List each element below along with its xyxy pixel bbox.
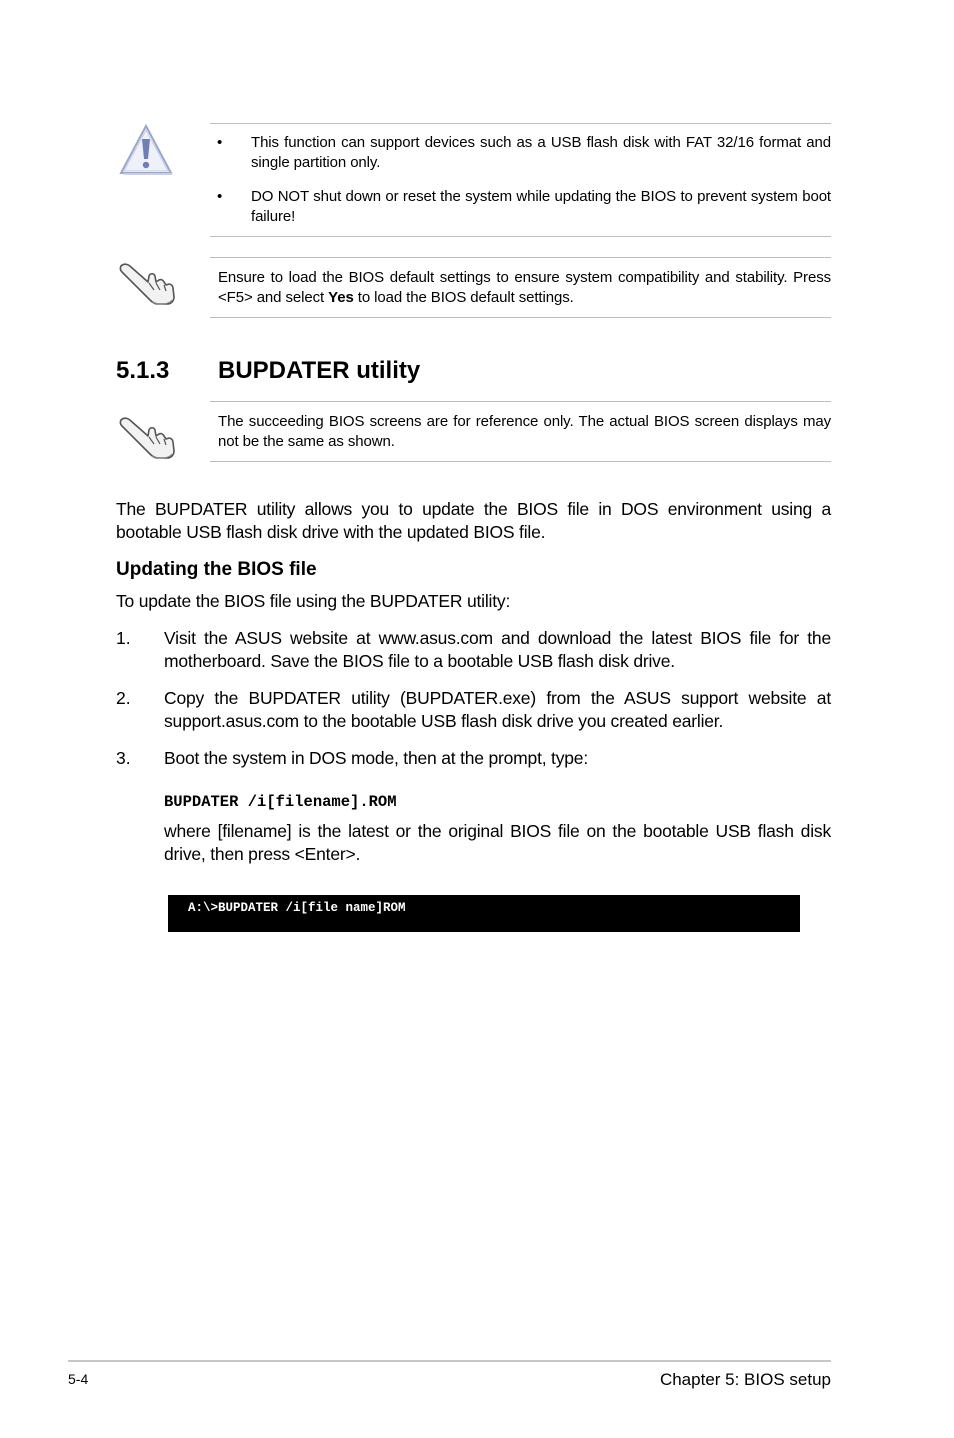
subheading: Updating the BIOS file — [116, 559, 317, 580]
command-text: BUPDATER /i[filename].ROM — [164, 793, 397, 811]
caution-triangle-icon — [118, 123, 174, 177]
caution-bullet-2: DO NOT shut down or reset the system while updating the BIOS to prevent system boot failure! — [251, 188, 831, 225]
intro-paragraph: The BUPDATER utility allows you to update the BIOS file in DOS environment using a bootable USB flash disk drive with the updated BIOS file. — [116, 499, 831, 542]
footer-rule — [68, 1360, 831, 1362]
dos-prompt-text: A:\>BUPDATER /i[file name]ROM — [188, 901, 406, 915]
note2-bottom-rule — [210, 461, 831, 462]
note2-top-rule — [210, 401, 831, 402]
step-text: Boot the system in DOS mode, then at the prompt, type: — [164, 748, 588, 768]
note1-bold-yes: Yes — [328, 289, 354, 306]
step-number: 1. — [116, 628, 131, 648]
note1-top-rule — [210, 257, 831, 258]
page-number: 5-4 — [68, 1371, 89, 1387]
lead-paragraph: To update the BIOS file using the BUPDATER utility: — [116, 591, 511, 611]
section-title: BUPDATER utility — [218, 357, 421, 384]
step-text: Visit the ASUS website at www.asus.com and download the latest BIOS file for the motherboard. Save the BIOS file to a bootable USB flash disk drive. — [164, 628, 831, 671]
bullet-marker: • — [217, 134, 223, 151]
caution-bottom-rule — [210, 236, 831, 237]
note-hand-icon — [118, 414, 178, 460]
step-number: 2. — [116, 688, 131, 708]
step-number: 3. — [116, 748, 131, 768]
caution-top-rule — [210, 123, 831, 124]
note1-text: Ensure to load the BIOS default settings to ensure system compatibility and stability. Press <F5> and select Yes to load the BIOS default settings. — [218, 269, 831, 306]
dos-screen — [168, 895, 800, 932]
note-hand-icon — [118, 260, 178, 306]
note1-bottom-rule — [210, 317, 831, 318]
step-text: Copy the BUPDATER utility (BUPDATER.exe) from the ASUS support website at support.asus.com to the bootable USB flash disk drive you created earlier. — [164, 688, 831, 731]
command-note: where [filename] is the latest or the original BIOS file on the bootable USB flash disk drive, then press <Enter>. — [164, 821, 831, 864]
chapter-label: Chapter 5: BIOS setup — [659, 1370, 831, 1389]
caution-bullet-1: This function can support devices such as a USB flash disk with FAT 32/16 format and single partition only. — [251, 134, 831, 171]
note2-text: The succeeding BIOS screens are for reference only. The actual BIOS screen displays may not be the same as shown. — [218, 413, 831, 450]
section-number: 5.1.3 — [116, 357, 170, 384]
bullet-marker: • — [217, 188, 223, 205]
